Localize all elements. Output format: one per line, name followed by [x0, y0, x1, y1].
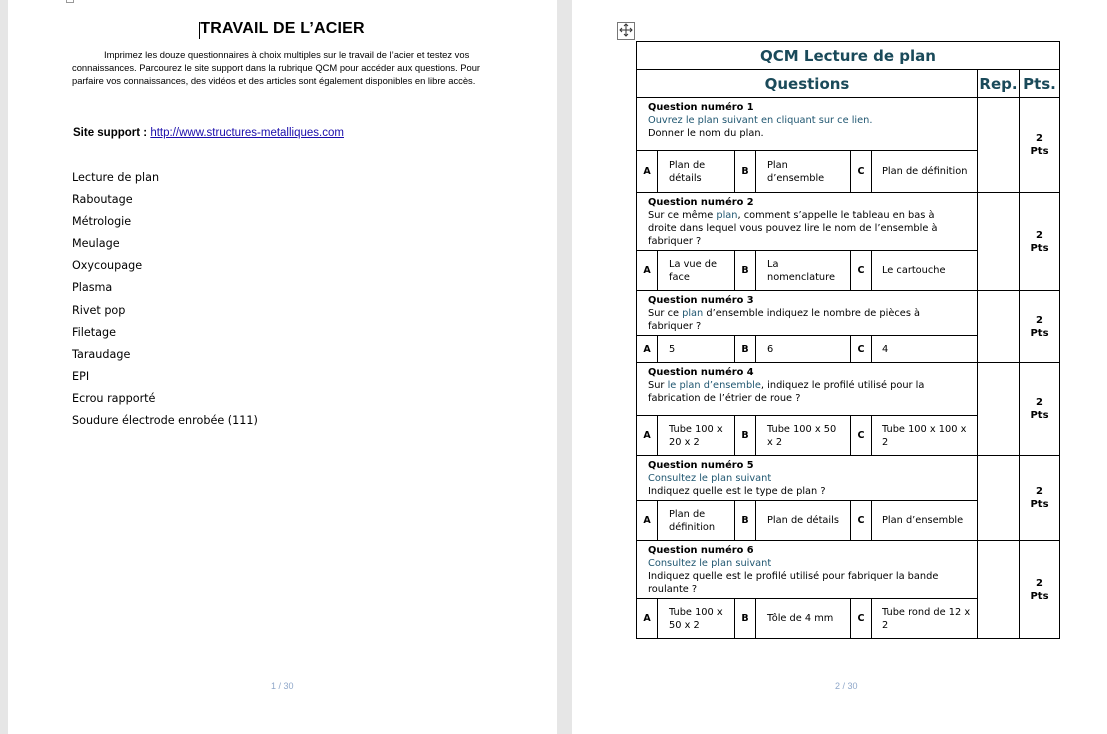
plan-link[interactable]: plan [682, 308, 704, 319]
question-text-part: Sur ce [648, 308, 683, 319]
site-support-link[interactable]: http://www.structures-metalliques.com [150, 127, 344, 139]
option-letter: B [735, 416, 756, 455]
topic-item[interactable]: Métrologie [72, 215, 132, 229]
move-arrows-icon [619, 22, 633, 41]
plan-link[interactable]: Consultez le plan suivant [648, 558, 772, 569]
question-row [637, 363, 1060, 416]
page-2 [572, 0, 1107, 734]
options-cell [637, 251, 978, 291]
intro-paragraph: Imprimez les douze questionnaires à choix multiples sur le travail de l’acier et testez vos connaissances. Parcourez le site support dans la rubrique QCM pour accéder aux questions. Pour parfaire vos connaissances, des vidéos et des articles sont également disponibles en libre accès. [72, 49, 481, 86]
options-row-inner [637, 501, 977, 540]
option-letter: A [637, 336, 658, 362]
option-c-text[interactable]: Plan de définition [882, 166, 968, 177]
option-b-text[interactable]: Tôle de 4 mm [756, 599, 851, 638]
points-unit: Pts [1030, 590, 1049, 602]
points-cell [1020, 363, 1060, 456]
qcm-table [636, 41, 1060, 639]
options-cell [637, 416, 978, 456]
option-a-text[interactable]: Tube 100 x 20 x 2 [658, 416, 735, 455]
text-cursor [199, 22, 200, 39]
option-a-text[interactable]: Plan de définition [658, 501, 735, 540]
points-unit: Pts [1030, 327, 1049, 339]
option-letter: A [637, 151, 658, 192]
answer-cell[interactable] [978, 291, 1020, 363]
topic-item[interactable]: Soudure électrode enrobée (111) [72, 414, 258, 428]
options-cell [637, 336, 978, 363]
question-text: Indiquez quelle est le profilé utilisé pour fabriquer la bande roulante ? [648, 571, 939, 595]
options-row-inner [637, 251, 977, 290]
option-b-text[interactable]: Plan d’ensemble [756, 151, 851, 192]
points-cell [1020, 193, 1060, 291]
option-c-text[interactable]: Tube 100 x 100 x 2 [882, 423, 967, 448]
option-letter: B [735, 501, 756, 540]
answer-cell[interactable] [978, 363, 1020, 456]
options-cell [637, 599, 978, 639]
points-value: 2 [1036, 314, 1043, 326]
plan-link[interactable]: Ouvrez le plan suivant en cliquant sur ce lien. [648, 115, 873, 126]
text-boundary-mark [66, 0, 74, 3]
col-header-pts: Pts. [1020, 70, 1060, 98]
options-row-inner [637, 151, 977, 192]
question-text: Donner le nom du plan. [648, 128, 764, 139]
option-letter: C [851, 151, 872, 192]
question-text-part: Sur ce même [648, 210, 717, 221]
points-value: 2 [1036, 133, 1043, 144]
points-cell [1020, 541, 1060, 639]
options-row-inner [637, 336, 977, 362]
option-letter: C [851, 251, 872, 290]
question-text-part: , comment s’appelle le tableau en bas à droite dans lequel vous pouvez lire le nom de l’ensemble à fabriquer ? [648, 210, 938, 247]
option-a-text[interactable]: Tube 100 x 50 x 2 [658, 599, 735, 638]
table-title: QCM Lecture de plan [637, 42, 1060, 70]
question-number: Question numéro 4 [648, 367, 754, 378]
table-move-handle[interactable] [617, 22, 635, 40]
plan-link[interactable]: plan [716, 210, 738, 221]
question-text-cell [637, 291, 978, 336]
topic-item[interactable]: Plasma [72, 281, 113, 295]
document-title: TRAVAIL DE L’ACIER [200, 20, 365, 37]
question-row [637, 291, 1060, 336]
question-text-part: , indiquez le profilé utilisé pour la fabrication de l’étrier de roue ? [648, 380, 925, 404]
points-value: 2 [1036, 229, 1043, 241]
topic-item[interactable]: Filetage [72, 325, 116, 339]
plan-link[interactable]: le plan d’ensemble [667, 380, 761, 391]
topic-item[interactable]: Taraudage [72, 347, 131, 361]
question-text [648, 379, 966, 405]
col-header-rep: Rep. [978, 70, 1020, 98]
option-letter: C [851, 416, 872, 455]
answer-cell[interactable] [978, 193, 1020, 291]
question-text-cell [637, 193, 978, 251]
option-letter: A [637, 599, 658, 638]
question-number: Question numéro 5 [648, 460, 754, 471]
answer-cell[interactable] [978, 98, 1020, 193]
points-cell [1020, 456, 1060, 541]
question-row [637, 193, 1060, 251]
option-c-text[interactable]: Le cartouche [882, 265, 946, 276]
topic-item[interactable]: Lecture de plan [72, 171, 160, 184]
options-cell [637, 151, 978, 193]
question-row [637, 456, 1060, 501]
question-text-part: Sur [648, 380, 668, 391]
question-number: Question numéro 3 [648, 295, 754, 306]
options-cell [637, 501, 978, 541]
points-cell [1020, 291, 1060, 363]
plan-link[interactable]: Consultez le plan suivant [648, 473, 772, 484]
question-text: Indiquez quelle est le type de plan ? [648, 486, 826, 497]
page-1 [8, 0, 557, 734]
option-b-text[interactable]: La nomenclature [756, 251, 851, 290]
question-text [648, 307, 966, 333]
option-c-text[interactable]: Plan d’ensemble [882, 515, 964, 526]
topic-item[interactable]: EPI [72, 369, 90, 383]
topic-item[interactable]: Oxycoupage [72, 259, 143, 273]
option-letter: B [735, 599, 756, 638]
points-unit: Pts [1030, 499, 1049, 510]
option-letter: B [735, 336, 756, 362]
option-c-text[interactable]: Tube rond de 12 x 2 [882, 606, 971, 631]
question-number: Question numéro 2 [648, 197, 754, 208]
question-number: Question numéro 6 [648, 545, 754, 556]
points-value: 2 [1036, 577, 1043, 589]
topic-item[interactable]: Rivet pop [72, 303, 126, 317]
option-letter: C [851, 501, 872, 540]
page-number: 1 / 30 [271, 681, 294, 691]
question-text-cell [637, 541, 978, 599]
question-text-cell [637, 456, 978, 501]
answer-cell[interactable] [978, 541, 1020, 639]
site-support-label: Site support : [73, 127, 151, 139]
option-letter: A [637, 416, 658, 455]
option-a-text[interactable]: Plan de détails [658, 151, 735, 192]
question-text [648, 209, 966, 248]
option-letter: A [637, 501, 658, 540]
site-support-line [73, 127, 344, 139]
options-row-inner [637, 599, 977, 638]
answer-cell[interactable] [978, 456, 1020, 541]
question-row [637, 98, 1060, 151]
topic-item[interactable]: Meulage [72, 237, 120, 251]
question-text-cell [637, 363, 978, 416]
qcm-topic-list [72, 170, 258, 435]
points-unit: Pts [1030, 410, 1049, 421]
question-text-part: d’ensemble indiquez le nombre de pièces à fabriquer ? [648, 308, 921, 332]
question-number: Question numéro 1 [648, 102, 754, 113]
option-letter: C [851, 336, 872, 362]
option-b-text[interactable]: Tube 100 x 50 x 2 [756, 416, 851, 455]
option-letter: B [735, 251, 756, 290]
points-cell [1020, 98, 1060, 193]
points-unit: Pts [1030, 242, 1049, 254]
option-letter: C [851, 599, 872, 638]
question-row [637, 541, 1060, 599]
options-row-inner [637, 416, 977, 455]
option-a-text[interactable]: 5 [658, 336, 735, 362]
option-b-text[interactable]: Plan de détails [756, 501, 851, 540]
col-header-questions: Questions [637, 70, 978, 98]
points-value: 2 [1036, 486, 1043, 497]
points-value: 2 [1036, 397, 1043, 408]
option-letter: B [735, 151, 756, 192]
points-unit: Pts [1030, 146, 1049, 157]
topic-item[interactable]: Raboutage [72, 193, 133, 207]
option-letter: A [637, 251, 658, 290]
option-c-text[interactable]: 4 [882, 343, 889, 355]
option-b-text[interactable]: 6 [756, 336, 851, 362]
question-text-cell [637, 98, 978, 151]
page-number: 2 / 30 [835, 681, 858, 691]
topic-item[interactable]: Ecrou rapporté [72, 391, 156, 405]
option-a-text[interactable]: La vue de face [658, 251, 735, 290]
